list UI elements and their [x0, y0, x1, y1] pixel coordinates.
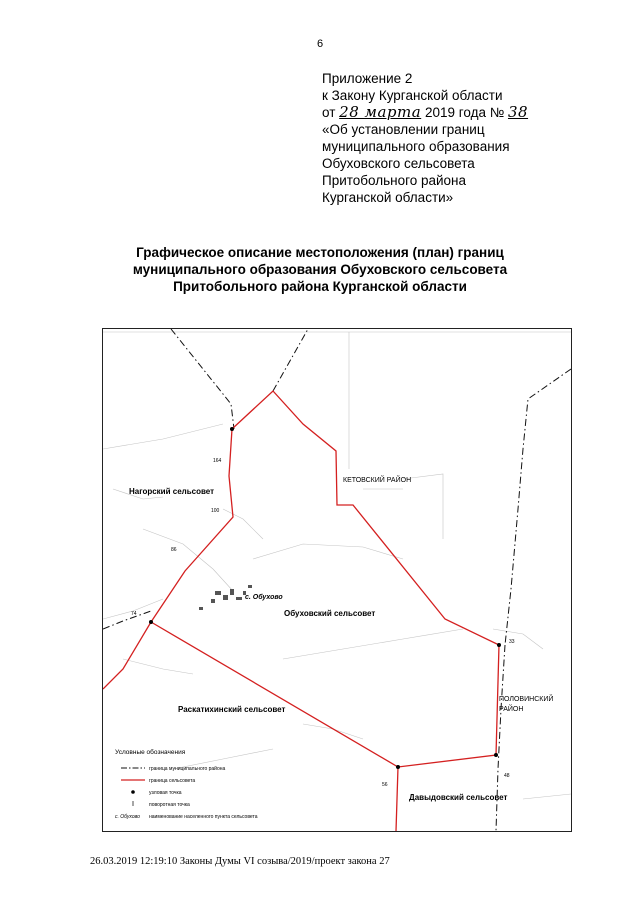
label-ketovsky: КЕТОВСКИЙ РАЙОН	[343, 477, 412, 484]
document-title	[60, 244, 580, 295]
nodal-points	[149, 427, 501, 769]
appendix-line-1: Приложение 2	[322, 71, 413, 86]
building-block	[211, 599, 215, 603]
bg-line	[103, 424, 223, 449]
legend-turning-point: поворотная точка	[149, 802, 190, 808]
map-legend	[115, 748, 258, 820]
building-block	[223, 595, 228, 600]
legend-nodal-point: узловая точка	[149, 790, 182, 796]
point-label-48: 48	[504, 773, 510, 779]
label-polovinsky-2: РАЙОН	[499, 706, 524, 713]
obukhovsky-north-boundary	[232, 391, 499, 645]
legend-district-border: граница муниципального района	[149, 766, 226, 772]
district-border-west	[103, 611, 151, 629]
nodal-point	[230, 427, 234, 431]
point-label-164: 164	[213, 458, 222, 464]
appendix-line-5: муниципального образования	[322, 139, 510, 154]
bg-line	[123, 659, 193, 674]
appendix-line-2: к Закону Курганской области	[322, 88, 503, 103]
nodal-point	[494, 753, 498, 757]
background-features	[103, 332, 571, 799]
date-prefix: от	[322, 105, 336, 120]
bg-line	[523, 794, 571, 799]
building-block	[236, 597, 242, 600]
label-nagorsky: Нагорский сельсовет	[129, 487, 215, 496]
appendix-line-4: «Об установлении границ	[322, 122, 485, 137]
point-label-56: 56	[382, 782, 388, 788]
district-border-east-south	[496, 645, 505, 831]
district-border-north-west	[171, 329, 234, 429]
legend-title: Условные обозначения	[115, 749, 186, 756]
point-label-100: 100	[211, 508, 220, 514]
title-line-3: Притобольного района Курганской области	[173, 279, 467, 294]
bg-line	[253, 544, 403, 559]
appendix-block	[322, 70, 622, 206]
footer-stamp: 26.03.2019 12:19:10 Законы Думы VI созыва/2019/проект закона 27	[90, 856, 390, 867]
point-labels	[131, 458, 515, 788]
legend-settlement-sample: с. Обухово	[115, 814, 140, 820]
appendix-date-line	[322, 104, 622, 121]
nodal-point	[149, 620, 153, 624]
boundary-map	[102, 328, 572, 832]
nodal-point	[497, 643, 501, 647]
bg-line	[303, 724, 363, 739]
bg-line	[223, 509, 263, 539]
building-block	[215, 591, 221, 595]
label-davydovsky: Давыдовский сельсовет	[409, 793, 508, 802]
building-block	[248, 585, 252, 588]
label-polovinsky-1: ПОЛОВИНСКИЙ	[499, 696, 554, 703]
title-line-2: муниципального образования Обуховского сельсовета	[132, 262, 508, 277]
davydovsky-boundary	[396, 767, 398, 831]
map-canvas	[103, 329, 571, 831]
label-obukhovsky: Обуховский сельсовет	[284, 609, 376, 618]
title-line-1: Графическое описание местоположения (план) границ	[136, 245, 504, 260]
point-label-74: 74	[131, 611, 137, 617]
bg-line	[143, 529, 233, 591]
label-village: с. Обухово	[245, 594, 283, 601]
appendix-line-6: Обуховского сельсовета	[322, 156, 475, 171]
label-raskatikhinsky: Раскатихинский сельсовет	[178, 705, 286, 714]
appendix-line-7: Притобольного района	[322, 173, 467, 188]
district-border-north	[273, 329, 308, 391]
handwritten-date: 28 марта	[339, 103, 422, 121]
raskatikhinsky-west-boundary	[103, 622, 151, 689]
nodal-point	[396, 765, 400, 769]
bg-line	[283, 629, 463, 659]
handwritten-law-number: 38	[507, 103, 529, 121]
building-block	[230, 589, 234, 595]
legend-nodal-swatch	[131, 790, 135, 794]
legend-council-border: граница сельсовета	[149, 778, 196, 784]
building-block	[199, 607, 203, 610]
territory-labels	[129, 475, 553, 802]
point-label-33: 33	[509, 639, 515, 645]
legend-settlement-name: наименование населенного пункта сельсовета	[149, 814, 258, 820]
appendix-line-8: Курганской области»	[322, 190, 454, 205]
date-suffix: 2019 года №	[424, 105, 505, 120]
district-border-east	[505, 369, 571, 645]
point-label-86: 86	[171, 547, 177, 553]
obukhovsky-south-boundary	[151, 622, 499, 767]
page-number: 6	[316, 38, 324, 50]
